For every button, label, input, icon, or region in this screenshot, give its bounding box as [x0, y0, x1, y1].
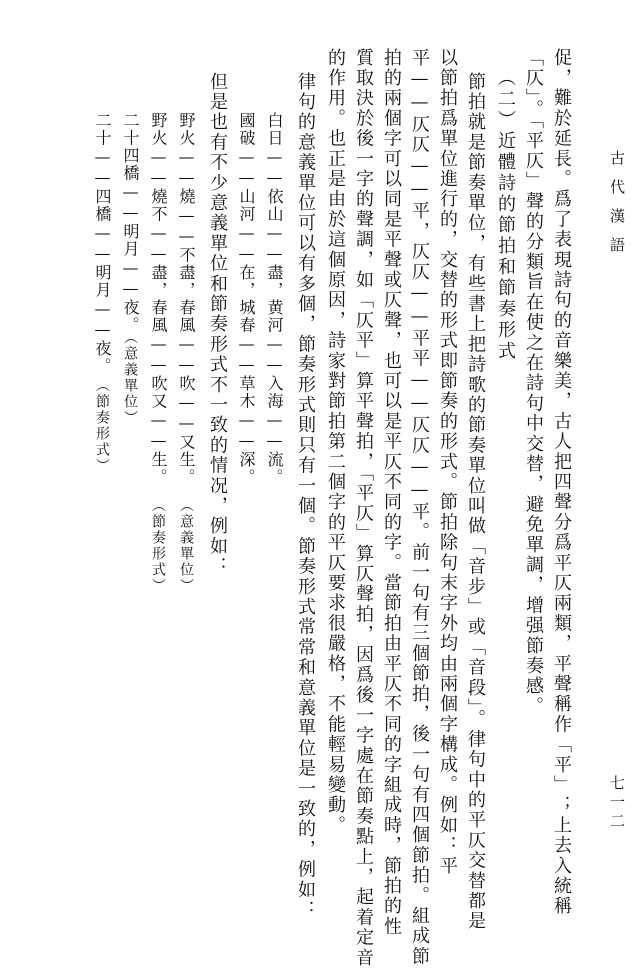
example-line: 國破——山河——在，城春——草木——深。: [237, 112, 256, 486]
example-line: 二十——四橋——明月——夜。: [93, 112, 112, 375]
running-header: 古代漢語: [608, 150, 626, 266]
section-heading: （二）近體詩的節拍和節奏形式: [495, 68, 516, 362]
paragraph-line: 律句的意義單位可以有多個，節奏形式則只有一個。節奏形式常常和意義單位是一致的，例如：: [295, 72, 316, 921]
paragraph-line: 以節拍爲單位進行的，交替的形式即節奏的形式。節拍除句末字外均由兩個字構成。例如：平: [437, 48, 458, 877]
example-line: 二十四橋——明月——夜。: [121, 112, 140, 334]
paragraph-line: 促，難於延長。爲了表現詩句的音樂美，古人把四聲分爲平仄兩類，平聲稱作「平」；上去入統稱: [551, 48, 572, 917]
example-line: 野火——燒——不盡，春風——吹——又生。: [177, 112, 196, 486]
paragraph-line: 「仄」。「平仄」聲的分類旨在使之在詩句中交替，避免單調，增强節奏感。: [523, 48, 544, 717]
example-note: （意義單位）: [178, 498, 194, 594]
paragraph-line: 質取決於後一字的聲調，如「仄平」算平聲拍，「平仄」算仄聲拍，因爲後一字處在節奏點上，起着定音: [353, 48, 374, 968]
page-number: 七一二: [608, 775, 626, 832]
paragraph-line: 平——仄仄——平，仄仄——平平——仄仄——平。前一句有三個節拍，後一句有四個節拍。組成節: [409, 48, 430, 967]
example-note: （節奏形式）: [94, 378, 110, 474]
example-line: 野火——燒不——盡，春風——吹又——生。: [149, 112, 168, 486]
paragraph-line: 拍的兩個字可以同是平聲或仄聲，也可以是平仄不同的字。當節拍由平仄不同的字組成時，節拍的性: [381, 48, 402, 937]
example-line: 白日——依山——盡，黄河——入海——流。: [265, 112, 284, 486]
transition-line: 但是也有不少意義單位和節奏形式不一致的情况，例如：: [207, 72, 228, 577]
paragraph-line: 節拍就是節奏單位，有些書上把詩歌的節奏單位叫做「音步」或「音段」。律句中的平仄交替都是: [465, 72, 486, 932]
paragraph-line: 的作用。也正是由於這個原因，詩家對節拍第二個字的平仄要求很嚴格，不能輕易變動。: [325, 48, 346, 836]
example-note: （節奏形式）: [150, 498, 166, 594]
example-note: （意義單位）: [122, 330, 138, 426]
